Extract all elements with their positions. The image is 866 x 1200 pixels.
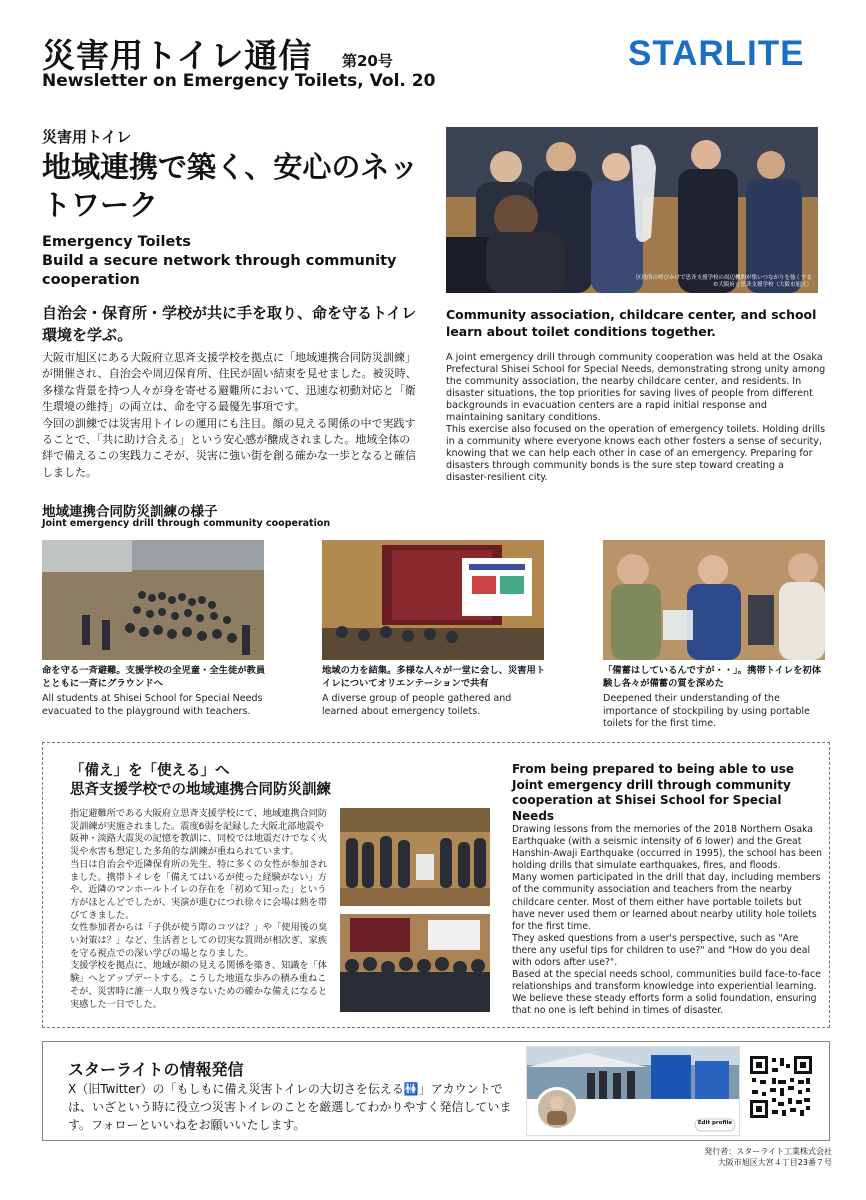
feature-title: 「備え」を「使える」へ 思斉支援学校での地域連携合同防災訓練 (70, 763, 331, 798)
info-body: X（旧Twitter）の「もしもに備え災害トイレの大切さを伝える🚻」アカウントでは、いざという時に役立つ災害トイレのことを厳選してわかりやすく発信しています。フォローといいねをお願いいたします。 (68, 1082, 512, 1132)
lead-kicker: 災害用トイレ (42, 128, 132, 146)
publisher-name: 発行者：スターライト工業株式会社 (704, 1147, 832, 1156)
feature-photo-group (340, 914, 490, 1012)
photo-credit: 区役所の呼びかけで思斉支援学校の周辺機関が集いつながりを強くする ©大阪府立思斉支援学校（大阪市旭区） (635, 275, 812, 288)
photo-caption-en-2: A diverse group of people gathered and learned about emergency toilets. (322, 693, 512, 717)
feature-photo-demo (340, 808, 490, 906)
newsletter-title: 災害用トイレ通信 (42, 36, 313, 75)
starlite-logo: STARLITE (628, 34, 805, 73)
evacuation-photo (42, 540, 264, 660)
feature-title-en: From being prepared to being able to use Joint emergency drill through community cooperation at Shisei School for Special Needs (512, 762, 794, 823)
qr-code (748, 1054, 814, 1120)
section-title: 地域連携合同防災訓練の様子 (42, 504, 218, 520)
newsletter-title-en: Newsletter on Emergency Toilets, Vol. 20 (42, 71, 436, 91)
feature-body-jp: 指定避難所である大阪府立思斉支援学校にて、地域連携合同防災訓練が実施されました。震度6弱を記録した大阪北部地震や阪神・淡路大震災の記憶を教訓に、同校では地震だけでなく火災や水害も想定した多角的な訓練が重ねられています。 当日は自治会や近隣保育所の先生、特に多くの女性が参加されました。携帯トイレを「備えてはいるが使った経験がない」方や、近隣のマンホールトイレの存在を「初めて知った」という方がほとんどでしたが、実演が進むにつれ徐々に会場は熱を帯びてきました。 女性参加者からは「子供が使う際のコツは？」や「使用後の臭い対策は？」など、生活者としての切実な質問が相次ぎ、家族を守る視点での深い学びの場となりました。 支援学校を拠点に、地域が顔の見える関係を築き、知識を「体験」へとアップデートする。こうした地道な歩みの積み重ねこそが、災害時に誰一人取り残さないための確かな備えになると実感した一日でした。 (70, 808, 328, 1010)
publisher-address: 大阪市旭区大宮４丁目23番７号 (717, 1158, 832, 1167)
lead-body-jp: 大阪市旭区にある大阪府立思斉支援学校を拠点に「地域連携合同防災訓練」が開催され、自治会や周辺保育所、住民が固い結束を見せました。被災時、多様な背景を持つ人々が身を寄せる避難所において、迅速な初動対応と「衛生環境の維持」の両立は、命を守る最優先事項です。 今回の訓練では災害用トイレの運用にも注目。顔の見える関係の中で実践することで、「共に助け合える」という安心感が醸成されました。地域全体の絆で備えるこの実践力こそが、災害に強い街を創る確かな一歩となると確信しました。 (42, 351, 417, 479)
info-title: スターライトの情報発信 (68, 1060, 244, 1079)
lead-headline-en: Emergency Toilets Build a secure network through community cooperation (42, 234, 397, 288)
feature-body-en: Drawing lessons from the memories of the 2018 Northern Osaka Earthquake (with a seismic intensity of 6 lower) and the Great Hanshin-Awaji Earthquake (occurred in 1995), the school has been holding drills that simulate earthquakes, fires, and floods. Many women participated in the drill that day, including members of the community association and teachers from the nearby childcare center. Most of them either have portable toilets but have never used them or learned about nearby utility hole toilets for the first time. They asked questions from a user's perspective, such as "Are there any useful tips for children to use?" and "How do you deal with odors after use?". Based at the special needs school, communities build face-to-face relationships and transform knowledge into experiential learning. We believe these steady efforts form a solid foundation, ensuring that no one is left behind in times of disaster. (512, 824, 823, 1017)
lead-subhead: 自治会・保育所・学校が共に手を取り、命を守るトイレ環境を学ぶ。 (42, 304, 417, 344)
lead-headline: 地域連携で築く、安心のネットワーク (42, 150, 419, 222)
twitter-profile-screenshot (526, 1046, 740, 1136)
portable-toilet-photo (603, 540, 825, 660)
drill-main-photo (446, 127, 818, 293)
orientation-photo (322, 540, 544, 660)
photo-caption-en-3: Deepened their understanding of the importance of stockpiling by using portable toilets for the first time. (603, 693, 810, 729)
photo-caption-jp-2: 地域の力を結集。多様な人々が一堂に会し、災害用トイレについてオリエンテーションで共有 (322, 665, 546, 689)
edit-profile-button: Edit profile (697, 1120, 733, 1126)
issue-number: 第20号 (342, 52, 393, 70)
publisher-info (704, 1146, 832, 1168)
photo-caption-jp-3: 「備蓄はしているんですが・・」。携帯トイレを初体験し各々が備蓄の質を深めた (603, 665, 822, 689)
lead-right-headline: Community association, childcare center, and school learn about toilet conditions together. (446, 307, 817, 339)
section-title-en: Joint emergency drill through community cooperation (42, 518, 331, 529)
photo-caption-jp-1: 命を守る一斉避難。支援学校の全児童・全生徒が教員とともに一斉にグラウンドへ (42, 665, 266, 689)
lead-body-en: A joint emergency drill through community cooperation was held at the Osaka Prefectural Shisei School for Special Needs, demonstrating strong unity among the community association, the nearby childcare center, and residents. In disaster situations, the top priorities for saving lives of people from different backgrounds in evacuation centers are a rapid initial response and maintaining sanitary conditions. This exercise also focused on the operation of emergency toilets. Holding drills in a community where everyone knows each other fosters a sense of security, knowing that we can help each other in case of an emergency. Preparing for disasters through community bonds is the sure step toward creating a disaster-resilient city. (446, 352, 826, 483)
photo-caption-en-1: All students at Shisei School for Special Needs evacuated to the playground with teachers. (42, 693, 263, 717)
